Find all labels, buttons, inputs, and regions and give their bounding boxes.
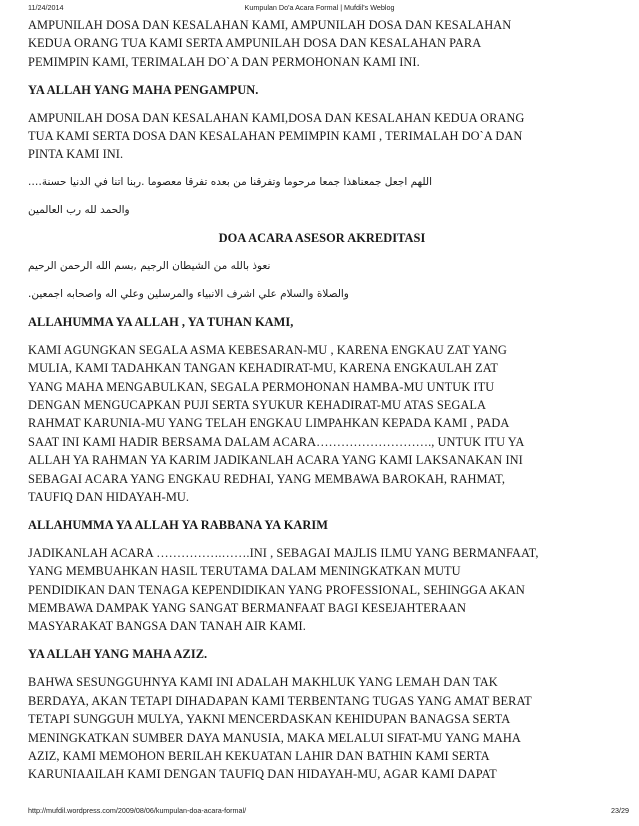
document-body	[28, 16, 616, 802]
print-date: 11/24/2014	[28, 3, 64, 12]
arabic-paragraph: اللهم اجعل جمعناهذا جمعا مرحوما وتفرقنا من بعده تفرقا معصوما .ربنا اتنا في الدنيا حسنة….	[28, 176, 432, 189]
page-number: 23/29	[611, 806, 629, 815]
paragraph: AMPUNILAH DOSA DAN KESALAHAN KAMI, AMPUNILAH DOSA DAN KESALAHAN KEDUA ORANG TUA KAMI SERTA AMPUNILAH DOSA DAN KESALAHAN PARA PEMIMPIN KAMI, TERIMALAH DO`A DAN PERMOHONAN KAMI INI.	[28, 18, 512, 69]
arabic-paragraph: والحمد لله رب العالمين	[28, 204, 130, 217]
heading: ALLAHUMMA YA ALLAH YA RABBANA YA KARIM	[28, 517, 329, 532]
heading: YA ALLAH YANG MAHA PENGAMPUN.	[28, 82, 259, 97]
page-header	[0, 3, 639, 13]
paragraph: JADIKANLAH ACARA …………….…….INI , SEBAGAI MAJLIS ILMU YANG BERMANFAAT, YANG MEMBUAHKAN HASIL TERUTAMA DALAM MENINGKATKAN MUTU PENDIDIKAN DAN TENAGA KEPENDIDIKAN YANG PROFESSIONAL, SEHINGGA AKAN MEMBAWA DAMPAK YANG SANGAT BERMANFAAT BAGI KESEJAHTERAAN MASYARAKAT BANGSA DAN TANAH AIR KAMI.	[28, 545, 539, 634]
page-footer	[0, 806, 639, 816]
section-title: DOA ACARA ASESOR AKREDITASI	[218, 231, 426, 246]
arabic-paragraph: نعوذ بالله من الشيطان الرجيم ,بسم الله الرحمن الرحيم	[28, 260, 271, 273]
page-title: Kumpulan Do'a Acara Formal | Mufdil's Weblog	[244, 3, 395, 12]
source-url: http://mufdil.wordpress.com/2009/08/06/kumpulan-doa-acara-formal/	[28, 806, 247, 815]
paragraph: BAHWA SESUNGGUHNYA KAMI INI ADALAH MAKHLUK YANG LEMAH DAN TAK BERDAYA, AKAN TETAPI DIHADAPAN KAMI TERBENTANG TUGAS YANG AMAT BERAT TETAPI SUNGGUH MULYA, YAKNI MENCERDASKAN KEHIDUPAN BANAGSA SERTA MENINGKATKAN SUMBER DAYA MANUSIA, MAKA MELALUI SIFAT-MU YANG MAHA AZIZ, KAMI MEMOHON BERILAH KEKUATAN LAHIR DAN BATHIN KAMI SERTA KARUNIAAILAH KAMI DENGAN TAUFIQ DAN HIDAYAH-MU, AGAR KAMI DAPAT	[28, 675, 532, 782]
arabic-paragraph: والصلاة والسلام علي اشرف الانبياء والمرسلين وعلي اله واصحابه اجمعين.	[28, 287, 349, 300]
heading: ALLAHUMMA YA ALLAH , YA TUHAN KAMI,	[28, 314, 294, 329]
paragraph: KAMI AGUNGKAN SEGALA ASMA KEBESARAN-MU , KARENA ENGKAU ZAT YANG MULIA, KAMI TADAHKAN TANGAN KEHADIRAT-MU, KARENA ENGKAULAH ZAT YANG MAHA MENGABULKAN, SEGALA PERMOHONAN HAMBA-MU UNTUK ITU DENGAN MENGUCAPKAN PUJI SERTA SYUKUR KEHADIRAT-MU ATAS SEGALA RAHMAT KARUNIA-MU YANG TELAH ENGKAU LIMPAHKAN KEPADA KAMI , PADA SAAT INI KAMI HADIR BERSAMA DALAM ACARA………………………., UNTUK ITU YA ALLAH YA RAHMAN YA KARIM JADIKANLAH ACARA YANG KAMI LAKSANAKAN INI SEBAGAI ACARA YANG ENGKAU REDHAI, YANG MEMBAWA BAROKAH, RAHMAT, TAUFIQ DAN HIDAYAH-MU.	[28, 342, 525, 505]
heading: YA ALLAH YANG MAHA AZIZ.	[28, 647, 208, 662]
paragraph: AMPUNILAH DOSA DAN KESALAHAN KAMI,DOSA DAN KESALAHAN KEDUA ORANG TUA KAMI SERTA DOSA DAN KESALAHAN PEMIMPIN KAMI , TERIMALAH DO`A DAN PINTA KAMI INI.	[28, 110, 525, 162]
